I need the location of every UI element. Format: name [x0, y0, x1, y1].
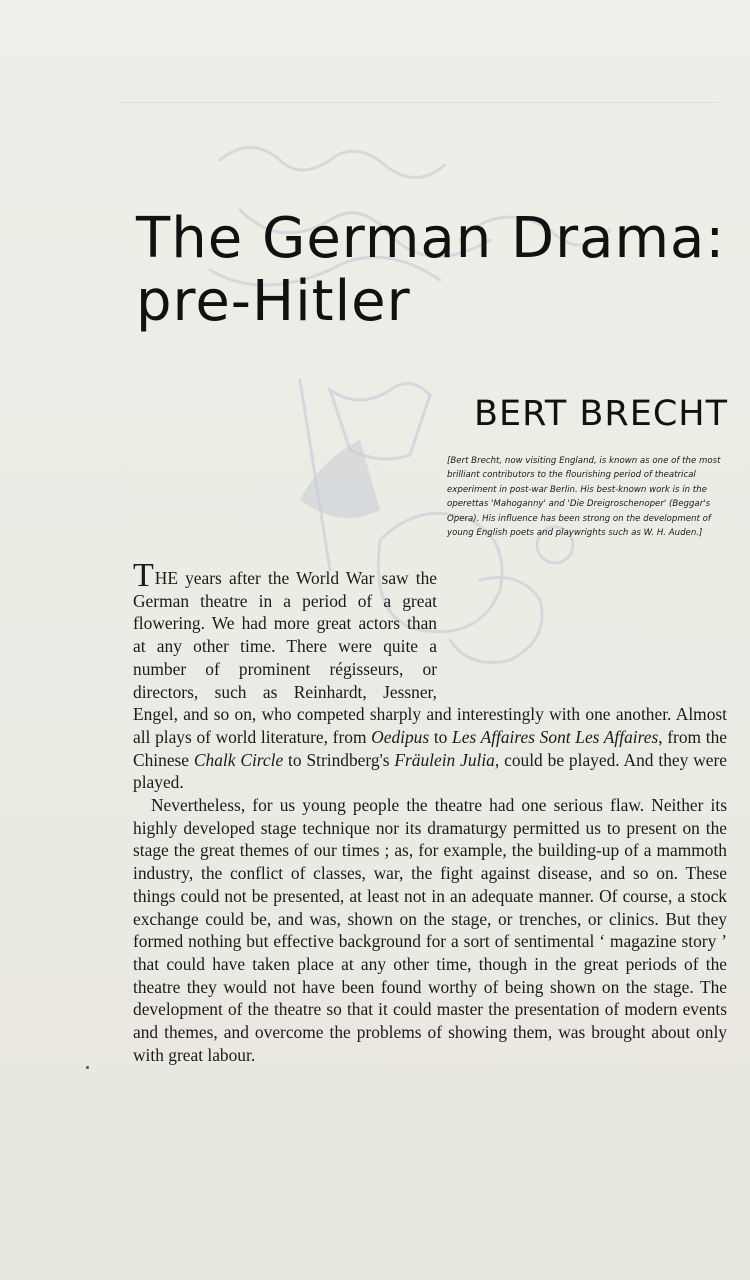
paper-speck — [86, 1066, 89, 1069]
para1-text-a: HE years after the World War saw the German theatre in a period of a great flowering. We had more great actors than at any other time. There were quite a number of prominent régisseurs, or directors, such as Reinhardt, Jessner, Engel, and so on, who competed sharply and interestingly with one another. Almost all plays of world literature, from — [133, 568, 727, 747]
article-title — [136, 208, 736, 333]
article-body — [133, 557, 727, 1066]
para1-text-d: to Strindberg's — [283, 749, 395, 770]
author-byline: BERT BRECHT — [474, 394, 728, 434]
show-through-rule — [118, 102, 718, 103]
para1-title-les-affaires: Les Affaires Sont Les Affaires — [452, 726, 659, 747]
bio-work-1: 'Mahoganny' — [491, 499, 546, 510]
author-bio — [447, 454, 731, 540]
title-line-2: pre-Hitler — [136, 268, 411, 334]
bio-text-3: (Beggar's Opera). His influence has been strong on the development of young English poets and playwrights such as W. H. Auden.] — [447, 499, 711, 539]
para1-title-oedipus: Oedipus — [371, 726, 430, 747]
para1-text-b: to — [429, 726, 453, 747]
paragraph-2: Nevertheless, for us young people the theatre had one serious flaw. Neither its highly developed stage technique nor its dramaturgy permitted us to present on the stage the great themes of our times ; as, for example, the building-up of a mammoth industry, the conflict of classes, war, the fight against disease, and so on. These things could not be presented, at least not in an adequate manner. Of course, a stock exchange could be, and was, shown on the stage, or trenches, or clinics. But they formed nothing but effective background for a sort of sentimental ‘ magazine story ’ that could have taken place at any other time, though in the great periods of the theatre they would not have been found worthy of being shown on the stage. The development of the theatre so that it could master the presentation of modern events and themes, and overcome the problems of showing them, was brought about only with great labour. — [133, 795, 727, 1065]
para1-title-chalk-circle: Chalk Circle — [193, 749, 284, 770]
bio-clearance — [437, 566, 727, 686]
bio-work-2: 'Die Dreigroschenoper' — [567, 499, 667, 510]
title-line-1: The German Drama: — [136, 206, 726, 271]
para1-text-c: , from the Chinese — [133, 726, 727, 770]
para1-text-e: , could be played. And they were played. — [133, 749, 727, 793]
bio-text-1: [Bert Brecht, now visiting England, is known as one of the most brilliant contributors to the flourishing period of theatrical experiment in post-war Berlin. His best-known work is in the operettas — [447, 456, 721, 510]
paragraph-1 — [133, 557, 727, 794]
para1-title-fraulein-julia: Fräulein Julia — [394, 749, 495, 770]
drop-cap: T — [133, 557, 154, 594]
bio-text-2: and — [545, 499, 568, 510]
